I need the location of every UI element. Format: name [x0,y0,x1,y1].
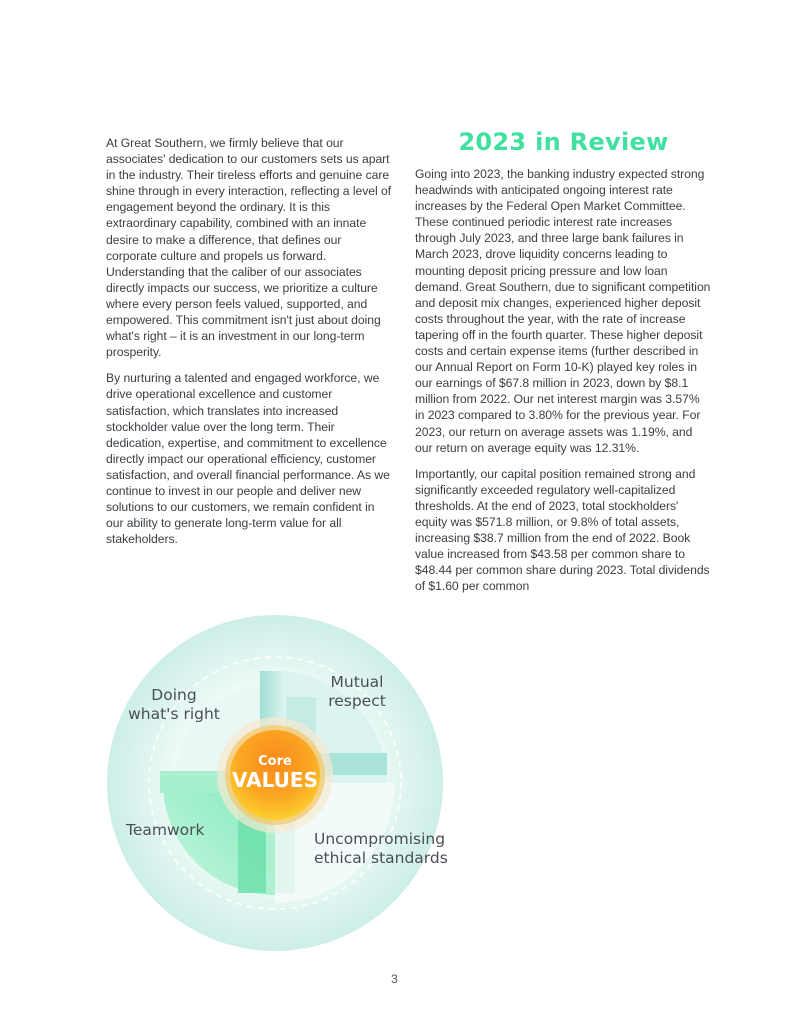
label-mutual-line1: Mutual [330,673,384,691]
review-paragraph-1: Going into 2023, the banking industry expected strong headwinds with anticipated ongoing interest rate increases by the Federal Open Market Committee. These continued periodic interest rate increases through July 2023, and three large bank failures in March 2023, drove liquidity concerns leading to mounting deposit pricing pressure and low loan demand. Great Southern, due to significant competition and deposit mix changes, experienced higher deposit costs throughout the year, with the rate of increase tapering off in the fourth quarter. These higher deposit costs and certain expense items (further described in our Annual Report on Form 10-K) played key roles in our earnings of $67.8 million in 2023, down by $8.1 million from 2022. Our net interest margin was 3.57% in 2023 compared to 3.80% for the previous year. For 2023, our return on average assets was 1.19%, and our return on average equity was 12.31%. [415,167,711,455]
core-values-diagram [100,605,460,995]
label-teamwork: Teamwork [126,821,205,839]
core-label-top: Core [258,754,292,769]
core-label-bottom: VALUES [232,768,318,792]
review-column [415,166,712,604]
label-ethics-line2: ethical standards [314,849,448,867]
label-mutual-line2: respect [328,692,386,710]
left-paragraph-1: At Great Southern, we firmly believe that our associates' dedication to our customers sets us apart in the industry. Their tireless efforts and genuine care shine through in every interaction, reflecting a level of engagement beyond the ordinary. It is this extraordinary capability, combined with an innate desire to make a difference, that defines our corporate culture and propels us forward. Understanding that the caliber of our associates directly impacts our success, we prioritize a culture where every person feels valued, supported, and empowered. This commitment isn't just about doing what's right – it is an investment in our long-term prosperity. [106,136,392,360]
review-paragraph-2: Importantly, our capital position remained strong and significantly exceeded regulatory well-capitalized thresholds. At the end of 2023, total stockholders' equity was $571.8 million, or 9.8% of total assets, increasing $38.7 million from the end of 2022. Book value increased from $43.58 per common share to $48.44 per common share during 2023. Total dividends of $1.60 per common [415,466,710,594]
left-column [106,135,394,557]
label-doing-line2: what's right [128,705,220,723]
left-paragraph-2: By nurturing a talented and engaged workforce, we drive operational excellence and customer satisfaction, which translates into increased stockholder value over the long term. Their dedication, expertise, and commitment to excellence directly impact our operational efficiency, customer satisfaction, and overall financial performance. As we continue to invest in our people and deliver new solutions to our customers, we remain confident in our ability to generate long-term value for all stakeholders. [106,371,390,547]
review-title: 2023 in Review [458,128,669,156]
label-ethics-line1: Uncompromising [314,830,446,848]
label-doing-line1: Doing [151,686,197,704]
page-number: 3 [391,972,398,986]
